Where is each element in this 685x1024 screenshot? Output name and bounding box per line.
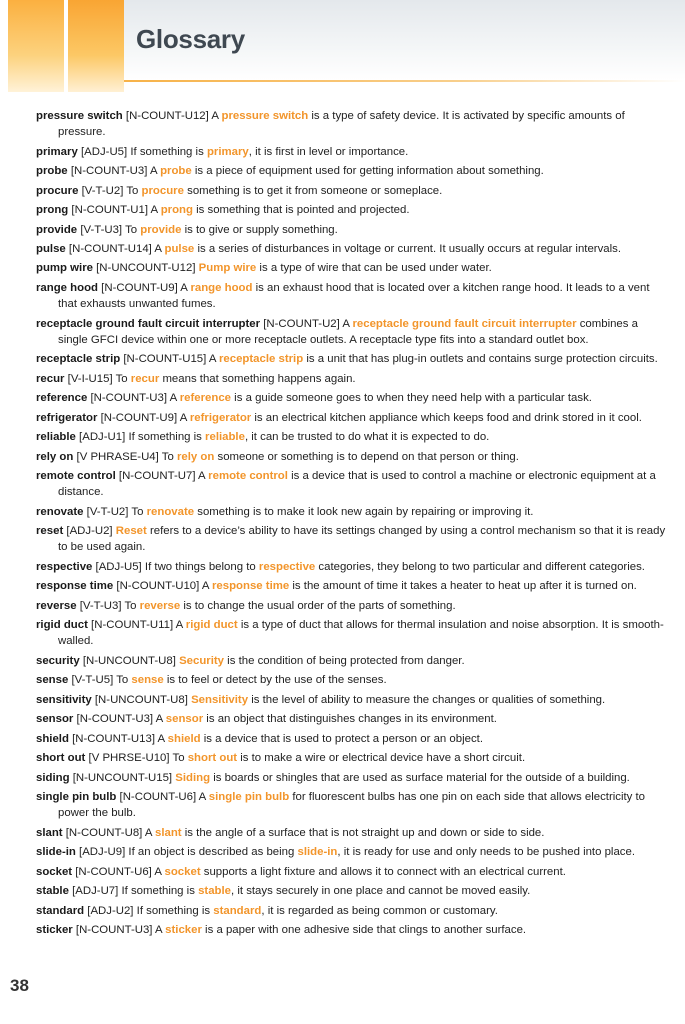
glossary-definition: is a type of safety device. It is activated by specific amounts of pressure.	[58, 110, 625, 139]
glossary-tag: [N-COUNT-U15]	[120, 353, 209, 366]
glossary-tag: [V-T-U2]	[83, 505, 132, 518]
glossary-definition: is a device that is used to protect a person or an object.	[200, 732, 483, 745]
glossary-definition-lead: A	[208, 353, 219, 366]
glossary-highlight: short out	[187, 752, 238, 765]
glossary-entry	[36, 108, 668, 140]
glossary-definition: is to make a wire or electrical device have a short circuit.	[237, 752, 526, 765]
glossary-highlight: standard	[213, 904, 262, 917]
glossary-highlight: pressure switch	[221, 110, 309, 122]
glossary-highlight: remote control	[208, 470, 288, 483]
glossary-entry	[36, 711, 668, 727]
glossary-highlight: response time	[211, 580, 290, 593]
glossary-definition-lead: If an object is described as being	[128, 846, 298, 859]
glossary-highlight: range hood	[190, 281, 253, 294]
glossary-entry	[36, 429, 668, 445]
glossary-definition-lead: To	[131, 505, 147, 518]
glossary-tag: [N-COUNT-U9]	[98, 281, 181, 294]
glossary-definition: is to change the usual order of the parts of something.	[180, 599, 456, 612]
glossary-tag: [N-COUNT-U8]	[62, 826, 145, 839]
glossary-entry	[36, 183, 668, 199]
glossary-highlight: recur	[130, 372, 160, 385]
page-number: 38	[10, 976, 29, 995]
glossary-highlight: Sensitivity	[191, 693, 249, 706]
glossary-term: receptacle strip	[36, 353, 121, 366]
glossary-entry	[36, 241, 668, 257]
glossary-entry	[36, 371, 668, 387]
glossary-definition: , it is first in level or importance.	[248, 145, 409, 158]
glossary-definition: is the amount of time it takes a heater to heat up after it is turned on.	[289, 580, 637, 593]
glossary-entry	[36, 672, 668, 688]
glossary-entry	[36, 316, 668, 348]
glossary-entry	[36, 770, 668, 786]
glossary-tag: [N-COUNT-U9]	[97, 411, 180, 424]
glossary-definition: is a type of duct that allows for thermal insulation and noise absorption. It is smooth-walled.	[58, 619, 664, 648]
glossary-highlight: Pump wire	[198, 262, 257, 275]
glossary-term: reliable	[36, 431, 76, 444]
glossary-tag: [V PHRASE-U4]	[73, 450, 162, 463]
glossary-entry	[36, 390, 668, 406]
glossary-term: provide	[36, 223, 78, 236]
glossary-highlight: single pin bulb	[208, 791, 290, 804]
glossary-definition-lead: If something is	[128, 431, 206, 444]
glossary-tag: [N-COUNT-U6]	[116, 791, 199, 804]
glossary-highlight: renovate	[146, 505, 195, 518]
glossary-definition-lead: A	[211, 110, 222, 122]
glossary-term: reset	[36, 525, 64, 538]
glossary-term: response time	[36, 580, 114, 593]
glossary-entry	[36, 523, 668, 555]
glossary-definition-lead: If something is	[136, 904, 214, 917]
glossary-entry	[36, 653, 668, 669]
glossary-entry	[36, 144, 668, 160]
glossary-highlight: socket	[164, 865, 201, 878]
glossary-definition: is a piece of equipment used for getting information about something.	[191, 165, 544, 178]
glossary-term: reference	[36, 392, 88, 405]
glossary-term: sensitivity	[36, 693, 92, 706]
glossary-definition-lead: A	[342, 317, 353, 330]
glossary-term: procure	[36, 184, 79, 197]
glossary-highlight: rely on	[176, 450, 215, 463]
glossary-term: respective	[36, 560, 93, 573]
glossary-term: slant	[36, 826, 63, 839]
glossary-definition-lead: A	[144, 826, 156, 839]
glossary-tag: [ADJ-U7]	[68, 885, 122, 898]
glossary-entry	[36, 222, 668, 238]
glossary-term: sticker	[36, 924, 73, 937]
glossary-term: siding	[36, 771, 70, 784]
glossary-term: rely on	[36, 450, 74, 463]
glossary-tag: [N-COUNT-U10]	[113, 580, 202, 593]
glossary-term: refrigerator	[36, 411, 98, 424]
glossary-entry	[36, 731, 668, 747]
glossary-definition: means that something happens again.	[159, 372, 356, 385]
glossary-highlight: Reset	[115, 525, 147, 538]
glossary-definition: is an object that distinguishes changes in its environment.	[203, 713, 497, 726]
glossary-entry	[36, 578, 668, 594]
glossary-definition: supports a light fixture and allows it to connect with an electrical current.	[200, 865, 566, 878]
glossary-definition-lead: A	[157, 732, 168, 745]
glossary-tag: [N-COUNT-U3]	[73, 713, 156, 726]
glossary-definition-lead: A	[150, 204, 161, 217]
glossary-entry	[36, 351, 668, 367]
glossary-tag: [N-COUNT-U11]	[87, 619, 176, 632]
glossary-definition-lead: A	[154, 243, 165, 255]
glossary-definition: is the level of ability to measure the changes or qualities of something.	[248, 693, 606, 706]
glossary-entry	[36, 692, 668, 708]
glossary-definition-lead: To	[172, 752, 188, 765]
glossary-term: security	[36, 654, 80, 667]
header-tab-right	[68, 0, 124, 92]
glossary-tag: [V-I-U15]	[64, 372, 116, 385]
glossary-definition: is a paper with one adhesive side that clings to another surface.	[201, 924, 527, 937]
glossary-entry	[36, 202, 668, 218]
glossary-definition-lead: If something is	[121, 885, 199, 898]
glossary-definition-lead: To	[161, 450, 177, 463]
glossary-entry	[36, 844, 668, 860]
glossary-definition: , it is regarded as being common or customary.	[261, 904, 498, 917]
glossary-tag: [N-COUNT-U14]	[65, 243, 155, 255]
glossary-highlight: shield	[167, 732, 201, 745]
glossary-definition-lead: To	[124, 599, 140, 612]
glossary-term: pressure switch	[36, 110, 123, 122]
glossary-tag: [N-UNCOUNT-U12]	[92, 262, 199, 275]
glossary-entry	[36, 864, 668, 880]
glossary-definition-lead: A	[155, 713, 166, 726]
glossary-tag: [N-UNCOUNT-U8]	[91, 693, 192, 706]
glossary-highlight: provide	[140, 223, 182, 236]
glossary-term: short out	[36, 752, 86, 765]
glossary-highlight: reference	[179, 392, 232, 405]
glossary-term: prong	[36, 204, 69, 217]
glossary-definition-lead: A	[198, 791, 209, 804]
glossary-definition: , it stays securely in one place and cannot be moved easily.	[231, 885, 531, 898]
glossary-entry	[36, 825, 668, 841]
glossary-highlight: prong	[160, 204, 193, 217]
glossary-tag: [N-UNCOUNT-U15]	[69, 771, 176, 784]
glossary-definition-lead: To	[126, 184, 142, 197]
glossary-highlight: slant	[155, 826, 182, 839]
glossary-definition-lead: A	[180, 281, 191, 294]
glossary-tag: [V-T-U5]	[68, 674, 117, 687]
glossary-highlight: procure	[141, 184, 184, 197]
glossary-entry	[36, 903, 668, 919]
glossary-entry	[36, 922, 668, 938]
glossary-definition-lead: A	[201, 580, 212, 593]
glossary-term: range hood	[36, 281, 99, 294]
title-underline	[124, 80, 685, 82]
page-header	[0, 0, 685, 96]
glossary-definition: is an exhaust hood that is located over a kitchen range hood. It leads to a vent that exhausts unwanted fumes.	[58, 281, 650, 311]
glossary-tag: [N-COUNT-U12]	[122, 110, 212, 122]
glossary-definition-lead: A	[155, 924, 166, 937]
glossary-definition-lead: To	[116, 674, 132, 687]
glossary-definition: combines a single GFCI device within one or more receptacle outlets. A receptacle type fits into a standard outlet box.	[58, 317, 638, 346]
glossary-term: sensor	[36, 713, 74, 726]
glossary-definition-lead: A	[198, 470, 209, 483]
glossary-term: probe	[36, 165, 68, 178]
glossary-definition-lead: To	[115, 372, 131, 385]
glossary-definition: is to give or supply something.	[181, 223, 338, 236]
glossary-definition: , it can be trusted to do what it is expected to do.	[244, 431, 490, 444]
glossary-term: recur	[36, 372, 65, 385]
glossary-tag: [V-T-U3]	[77, 223, 126, 236]
glossary-tag: [ADJ-U2]	[84, 904, 137, 917]
glossary-highlight: receptacle ground fault circuit interrupter	[352, 317, 577, 330]
glossary-highlight: sense	[131, 674, 164, 687]
glossary-entry	[36, 449, 668, 465]
glossary-definition: is the condition of being protected from danger.	[224, 654, 465, 667]
glossary-entry	[36, 598, 668, 614]
glossary-entry	[36, 410, 668, 426]
glossary-definition: is a guide someone goes to when they need help with a particular task.	[231, 392, 592, 405]
glossary-tag: [V PHRSE-U10]	[85, 752, 173, 765]
glossary-highlight: rigid duct	[185, 619, 238, 632]
glossary-tag: [N-COUNT-U1]	[68, 204, 151, 217]
glossary-definition: someone or something is to depend on that person or thing.	[214, 450, 519, 463]
glossary-definition-lead: A	[175, 619, 186, 632]
glossary-tag: [N-COUNT-U3]	[87, 392, 170, 405]
glossary-entry	[36, 750, 668, 766]
glossary-term: primary	[36, 145, 78, 158]
glossary-term: rigid duct	[36, 619, 88, 632]
glossary-tag: [V-T-U3]	[76, 599, 125, 612]
glossary-entry	[36, 559, 668, 575]
glossary-definition: something is to make it look new again by repairing or improving it.	[194, 505, 534, 518]
glossary-term: sense	[36, 674, 69, 687]
glossary-highlight: sticker	[165, 924, 202, 937]
glossary-entry	[36, 468, 668, 500]
glossary-definition: is a unit that has plug-in outlets and contains surge protection circuits.	[303, 353, 658, 366]
glossary-term: socket	[36, 865, 73, 878]
glossary-definition: is to feel or detect by the use of the senses.	[163, 674, 387, 687]
glossary-entry	[36, 617, 668, 649]
glossary-tag: [N-COUNT-U2]	[260, 317, 343, 330]
glossary-definition: is a type of wire that can be used under water.	[256, 262, 492, 275]
glossary-list	[36, 108, 668, 942]
glossary-definition-lead: A	[154, 865, 165, 878]
glossary-entry	[36, 883, 668, 899]
glossary-definition: is a device that is used to control a machine or electronic equipment at a distance.	[58, 470, 656, 499]
glossary-definition: is an electrical kitchen appliance which keeps food and drink stored in it cool.	[251, 411, 642, 424]
glossary-entry	[36, 504, 668, 520]
glossary-highlight: Siding	[175, 771, 211, 784]
glossary-definition-lead: A	[179, 411, 190, 424]
glossary-definition: , it is ready for use and only needs to be pushed into place.	[337, 846, 635, 859]
glossary-term: renovate	[36, 505, 84, 518]
glossary-definition: is a series of disturbances in voltage or current. It usually occurs at regular intervals.	[194, 243, 621, 255]
glossary-highlight: reliable	[205, 431, 245, 444]
glossary-highlight: receptacle strip	[218, 353, 304, 366]
glossary-term: pump wire	[36, 262, 93, 275]
glossary-tag: [ADJ-U2]	[63, 525, 116, 538]
glossary-term: receptacle ground fault circuit interrupter	[36, 317, 261, 330]
glossary-entry	[36, 260, 668, 276]
glossary-entry	[36, 280, 668, 312]
page-title: Glossary	[136, 24, 245, 54]
glossary-definition-lead: If two things belong to	[144, 560, 259, 573]
glossary-highlight: stable	[198, 885, 231, 898]
glossary-highlight: Security	[179, 654, 225, 667]
glossary-definition: for fluorescent bulbs has one pin on each side that allows electricity to power the bulb.	[58, 791, 646, 820]
glossary-term: single pin bulb	[36, 791, 117, 804]
glossary-tag: [ADJ-U1]	[75, 431, 129, 444]
glossary-highlight: slide-in	[297, 846, 338, 859]
glossary-tag: [ADJ-U5]	[92, 560, 145, 573]
header-tab-left	[8, 0, 64, 92]
glossary-tag: [N-COUNT-U3]	[67, 165, 150, 178]
glossary-definition-lead: If something is	[130, 145, 207, 158]
glossary-term: pulse	[36, 243, 66, 255]
glossary-highlight: probe	[160, 165, 192, 178]
glossary-highlight: reverse	[139, 599, 181, 612]
glossary-definition: is boards or shingles that are used as surface material for the outside of a building.	[210, 771, 630, 784]
glossary-highlight: pulse	[164, 243, 195, 255]
glossary-term: reverse	[36, 599, 77, 612]
glossary-definition-lead: A	[149, 165, 161, 178]
glossary-term: shield	[36, 732, 69, 745]
glossary-definition: refers to a device’s ability to have its settings changed by using a control mechanism so that it is ready to be used again.	[58, 525, 666, 554]
glossary-tag: [N-COUNT-U6]	[72, 865, 155, 878]
glossary-definition-lead: To	[125, 223, 141, 236]
glossary-tag: [N-COUNT-U3]	[72, 924, 156, 937]
glossary-tag: [N-COUNT-U13]	[68, 732, 158, 745]
glossary-definition: something is to get it from someone or someplace.	[183, 184, 443, 197]
glossary-term: slide-in	[36, 846, 76, 859]
glossary-term: remote control	[36, 470, 116, 483]
glossary-definition: is something that is pointed and projected.	[192, 204, 410, 217]
glossary-definition-lead: A	[169, 392, 180, 405]
glossary-tag: [N-COUNT-U7]	[115, 470, 199, 483]
glossary-definition: is the angle of a surface that is not straight up and down or side to side.	[181, 826, 545, 839]
glossary-term: standard	[36, 904, 85, 917]
glossary-highlight: sensor	[165, 713, 204, 726]
glossary-tag: [ADJ-U5]	[77, 145, 131, 158]
glossary-highlight: refrigerator	[189, 411, 252, 424]
glossary-entry	[36, 789, 668, 821]
glossary-entry	[36, 163, 668, 179]
glossary-tag: [V-T-U2]	[78, 184, 127, 197]
glossary-tag: [ADJ-U9]	[75, 846, 129, 859]
glossary-definition: categories, they belong to two particular and different categories.	[315, 560, 645, 573]
glossary-term: stable	[36, 885, 69, 898]
glossary-highlight: primary	[206, 145, 249, 158]
glossary-tag: [N-UNCOUNT-U8]	[79, 654, 180, 667]
glossary-highlight: respective	[258, 560, 316, 573]
